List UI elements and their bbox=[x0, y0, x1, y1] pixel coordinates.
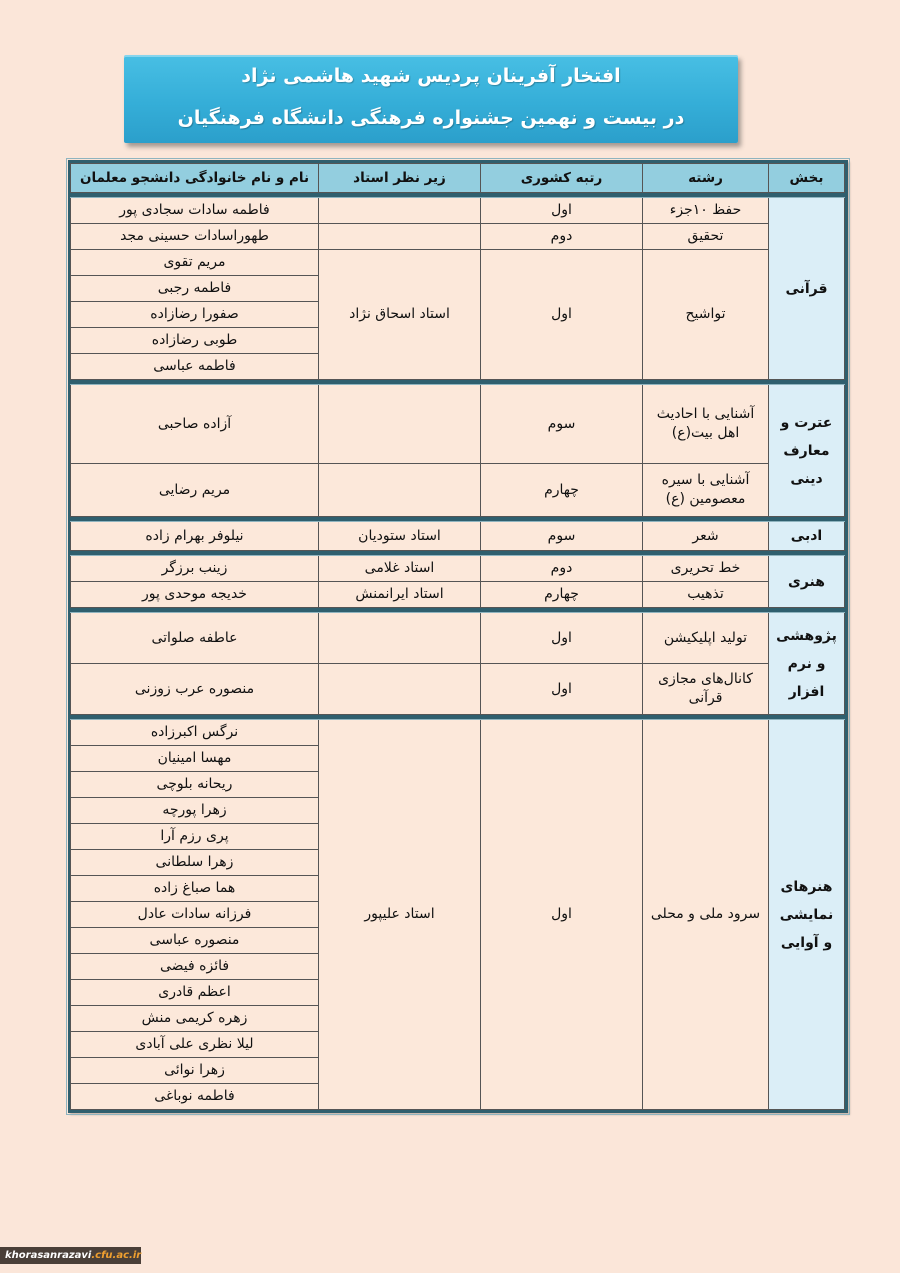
professor-cell: استاد ایرانمنش bbox=[319, 582, 481, 608]
student-cell: طهوراسادات حسینی مجد bbox=[71, 224, 319, 250]
student-cell: مهسا امینیان bbox=[71, 746, 319, 772]
student-cell: فاطمه نوباغی bbox=[71, 1084, 319, 1110]
field-cell: تحقیق bbox=[643, 224, 769, 250]
student-cell: زهرا سلطانی bbox=[71, 850, 319, 876]
header-student: نام و نام خانوادگی دانشجو معلمان bbox=[71, 164, 319, 193]
winners-table-frame bbox=[68, 160, 848, 1113]
header-rank: رتبه کشوری bbox=[481, 164, 643, 193]
student-cell: زهره کریمی منش bbox=[71, 1006, 319, 1032]
rank-cell: سوم bbox=[481, 522, 643, 551]
professor-cell bbox=[319, 385, 481, 464]
field-cell: شعر bbox=[643, 522, 769, 551]
table-header-row bbox=[71, 164, 845, 193]
student-cell: نیلوفر بهرام زاده bbox=[71, 522, 319, 551]
professor-cell: استاد ستودیان bbox=[319, 522, 481, 551]
professor-cell bbox=[319, 198, 481, 224]
header-professor: زیر نظر استاد bbox=[319, 164, 481, 193]
professor-cell: استاد اسحاق نژاد bbox=[319, 250, 481, 380]
professor-cell bbox=[319, 613, 481, 664]
student-cell: لیلا نظری علی آبادی bbox=[71, 1032, 319, 1058]
table-row bbox=[71, 522, 845, 551]
section-cell: هنری bbox=[769, 556, 845, 608]
student-cell: صفورا رضازاده bbox=[71, 302, 319, 328]
student-cell: فاطمه عباسی bbox=[71, 354, 319, 380]
field-cell: کانال‌های مجازی قرآنی bbox=[643, 664, 769, 715]
title-banner bbox=[124, 55, 738, 143]
professor-cell: استاد علیپور bbox=[319, 720, 481, 1110]
student-cell: منصوره عباسی bbox=[71, 928, 319, 954]
rank-cell: اول bbox=[481, 720, 643, 1110]
student-cell: فرزانه سادات عادل bbox=[71, 902, 319, 928]
student-cell: فائزه فیضی bbox=[71, 954, 319, 980]
student-cell: مریم تقوی bbox=[71, 250, 319, 276]
table-row bbox=[71, 613, 845, 664]
section-cell: عترت و معارف دینی bbox=[769, 385, 845, 517]
table-row bbox=[71, 250, 845, 276]
student-cell: هما صباغ زاده bbox=[71, 876, 319, 902]
student-cell: فاطمه رجبی bbox=[71, 276, 319, 302]
rank-cell: دوم bbox=[481, 556, 643, 582]
professor-cell bbox=[319, 224, 481, 250]
table-row bbox=[71, 385, 845, 464]
banner-title-line-2: در بیست و نهمین جشنواره فرهنگی دانشگاه فرهنگیان bbox=[177, 107, 685, 129]
student-cell: اعظم قادری bbox=[71, 980, 319, 1006]
student-cell: نرگس اکبرزاده bbox=[71, 720, 319, 746]
professor-cell bbox=[319, 664, 481, 715]
rank-cell: چهارم bbox=[481, 464, 643, 517]
student-cell: خدیجه موحدی پور bbox=[71, 582, 319, 608]
table-row bbox=[71, 556, 845, 582]
student-cell: ریحانه بلوچی bbox=[71, 772, 319, 798]
section-cell: ادبی bbox=[769, 522, 845, 551]
field-cell: آشنایی با احادیث اهل بیت(ع) bbox=[643, 385, 769, 464]
professor-cell bbox=[319, 464, 481, 517]
table-row bbox=[71, 720, 845, 746]
professor-cell: استاد غلامی bbox=[319, 556, 481, 582]
student-cell: پری رزم آرا bbox=[71, 824, 319, 850]
field-cell: آشنایی با سیره معصومین (ع) bbox=[643, 464, 769, 517]
header-section: بخش bbox=[769, 164, 845, 193]
table-row bbox=[71, 582, 845, 608]
table-row bbox=[71, 664, 845, 715]
rank-cell: دوم bbox=[481, 224, 643, 250]
field-cell: حفظ ۱۰جزء bbox=[643, 198, 769, 224]
winners-table bbox=[70, 163, 845, 1110]
field-cell: خط تحریری bbox=[643, 556, 769, 582]
site-watermark-domain: .cfu.ac.ir bbox=[91, 1250, 142, 1261]
field-cell: تواشیح bbox=[643, 250, 769, 380]
header-field: رشته bbox=[643, 164, 769, 193]
field-cell: تولید اپلیکیشن bbox=[643, 613, 769, 664]
student-cell: زهرا پورچه bbox=[71, 798, 319, 824]
table-row bbox=[71, 464, 845, 517]
rank-cell: اول bbox=[481, 664, 643, 715]
student-cell: آزاده صاحبی bbox=[71, 385, 319, 464]
student-cell: مریم رضایی bbox=[71, 464, 319, 517]
student-cell: طوبی رضازاده bbox=[71, 328, 319, 354]
banner-title-line-1: افتخار آفرینان پردیس شهید هاشمی نژاد bbox=[241, 65, 621, 87]
site-watermark bbox=[0, 1247, 141, 1264]
rank-cell: اول bbox=[481, 198, 643, 224]
rank-cell: چهارم bbox=[481, 582, 643, 608]
rank-cell: سوم bbox=[481, 385, 643, 464]
rank-cell: اول bbox=[481, 613, 643, 664]
section-cell: پژوهشی و نرم افزار bbox=[769, 613, 845, 715]
table-row bbox=[71, 224, 845, 250]
student-cell: زینب برزگر bbox=[71, 556, 319, 582]
section-cell: هنرهای نمایشی و آوایی bbox=[769, 720, 845, 1110]
table-row bbox=[71, 198, 845, 224]
student-cell: منصوره عرب زوزنی bbox=[71, 664, 319, 715]
student-cell: عاطفه صلواتی bbox=[71, 613, 319, 664]
student-cell: زهرا نوائی bbox=[71, 1058, 319, 1084]
field-cell: تذهیب bbox=[643, 582, 769, 608]
rank-cell: اول bbox=[481, 250, 643, 380]
student-cell: فاطمه سادات سجادی پور bbox=[71, 198, 319, 224]
field-cell: سرود ملی و محلی bbox=[643, 720, 769, 1110]
section-cell: قرآنی bbox=[769, 198, 845, 380]
site-watermark-main: khorasanrazavi bbox=[5, 1250, 92, 1261]
